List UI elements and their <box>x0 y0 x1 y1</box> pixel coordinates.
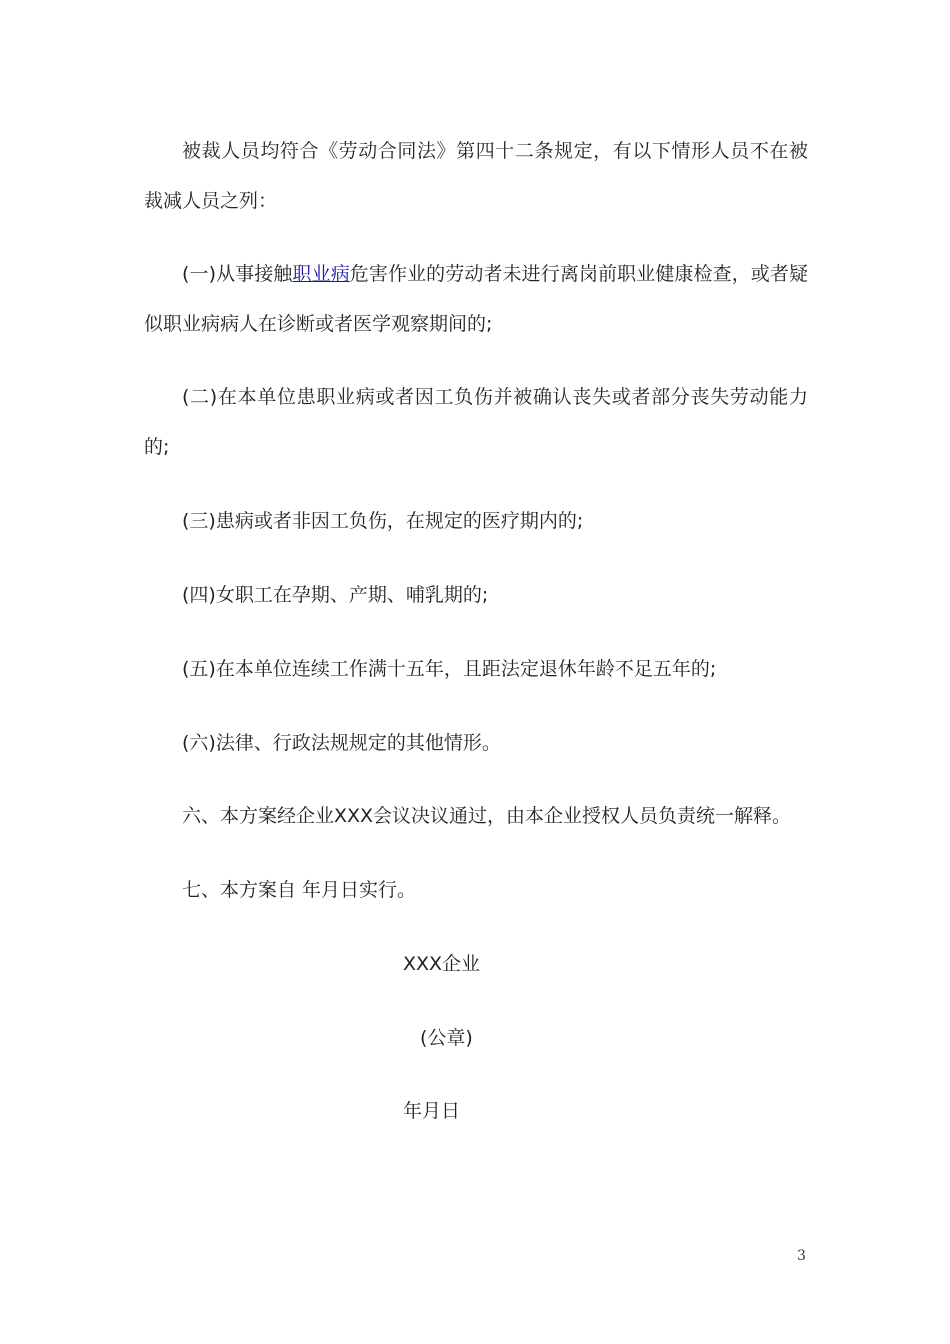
paragraph-item-4: (四)女职工在孕期、产期、哺乳期的; <box>182 584 489 606</box>
item-1-suffix: 危害作业的劳动者未进行离岗前职业健康检查，或者疑似职业病病人在诊断或者医学观察期间的; <box>144 263 808 335</box>
paragraph-item-3: (三)患病或者非因工负伤，在规定的医疗期内的; <box>182 510 584 532</box>
signature-date: 年月日 <box>403 1100 461 1122</box>
paragraph-item-6: (六)法律、行政法规规定的其他情形。 <box>182 732 501 754</box>
paragraph-section-6: 六、本方案经企业XXX会议决议通过，由本企业授权人员负责统一解释。 <box>182 805 792 827</box>
page-number: 3 <box>797 1248 806 1264</box>
paragraph-item-5: (五)在本单位连续工作满十五年，且距法定退休年龄不足五年的; <box>182 658 717 680</box>
paragraph-intro: 被裁人员均符合《劳动合同法》第四十二条规定，有以下情形人员不在被裁减人员之列： <box>144 140 808 212</box>
signature-company: XXX企业 <box>403 953 481 975</box>
signature-seal: (公章) <box>420 1027 473 1049</box>
paragraph-item-1 <box>144 249 808 349</box>
paragraph-item-2: (二)在本单位患职业病或者因工负伤并被确认丧失或者部分丧失劳动能力的; <box>144 386 808 458</box>
paragraph-section-7: 七、本方案自 年月日实行。 <box>182 879 417 901</box>
occupational-disease-link[interactable]: 职业病 <box>292 263 350 285</box>
item-1-prefix: (一)从事接触 <box>182 263 293 285</box>
